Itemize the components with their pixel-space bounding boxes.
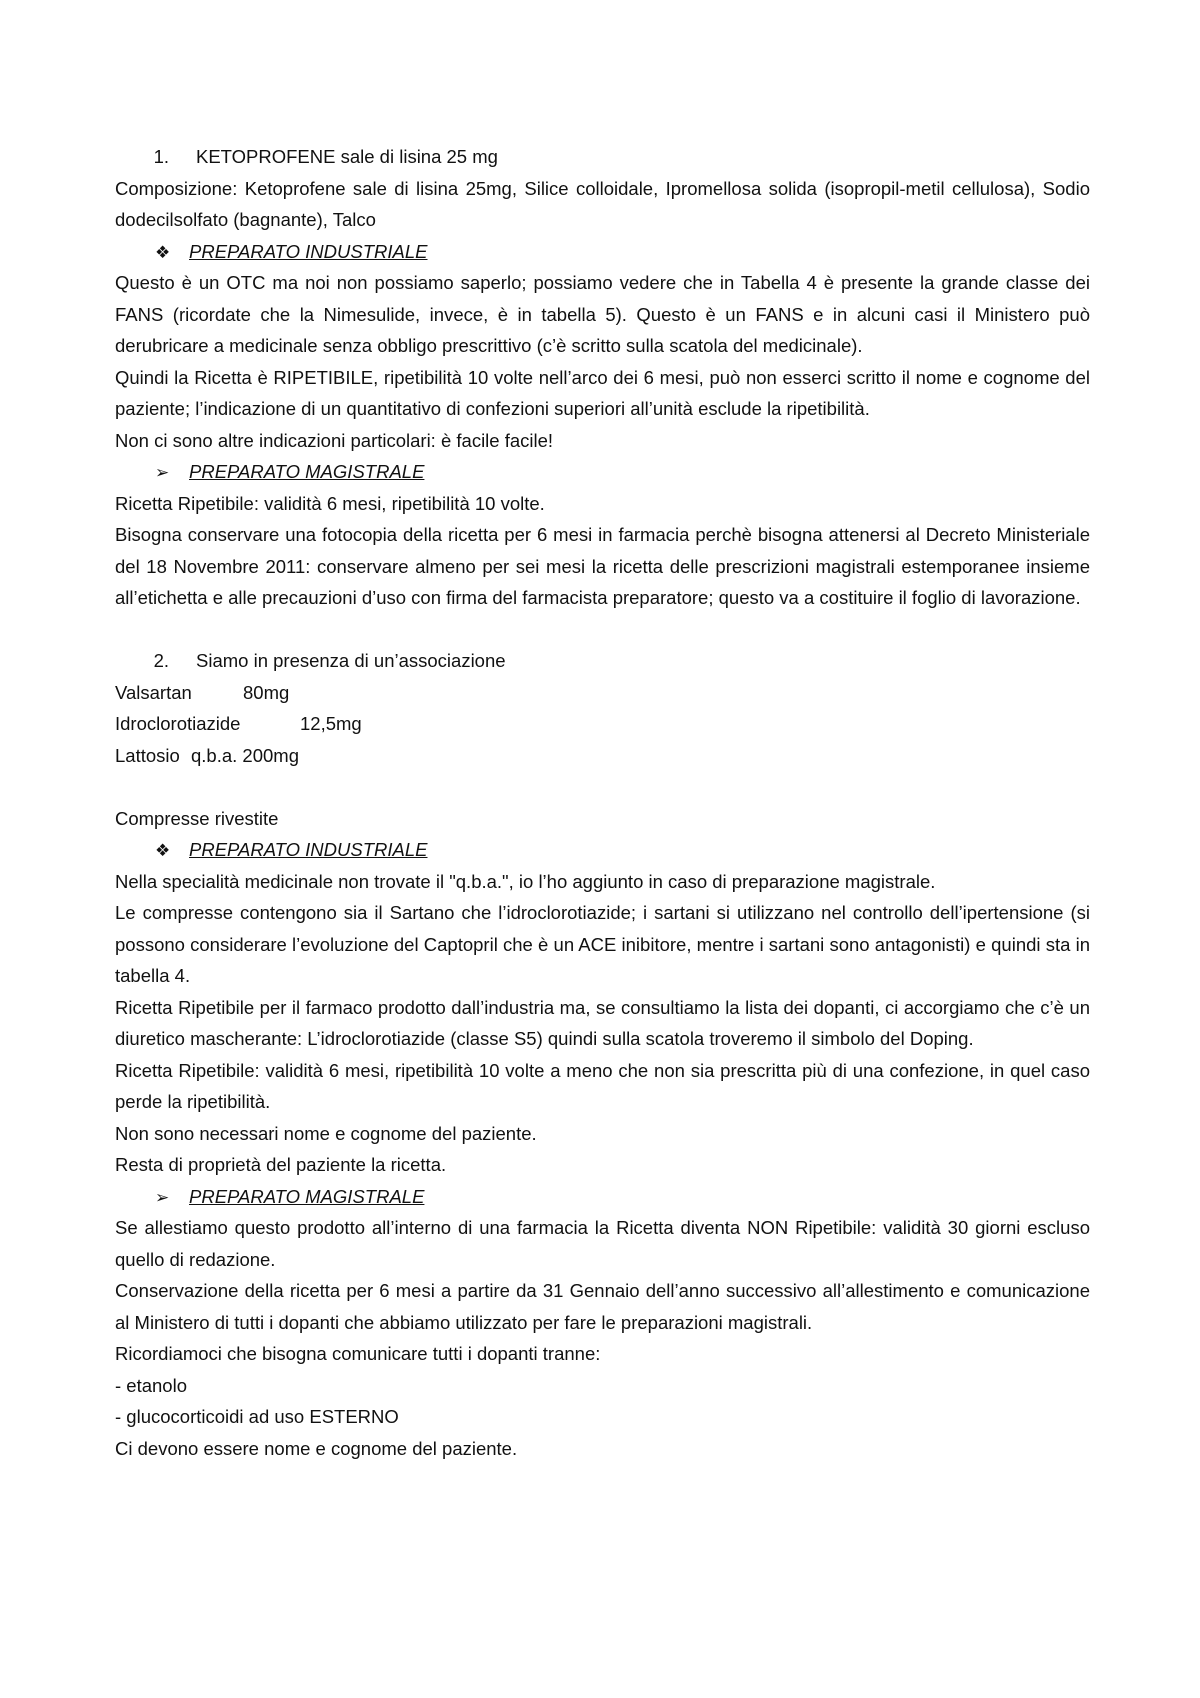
paragraph: Ricetta Ripetibile per il farmaco prodotto dall’industria ma, se consultiamo la lista dei dopanti, ci accorgiamo che c’è un diuretico mascherante: L’idroclorotiazide (classe S5) quindi sulla scatola troveremo il simbolo del Doping. [115, 996, 1090, 1049]
section-2-heading [115, 645, 1090, 677]
list-number: 1. [153, 146, 169, 167]
document-body [115, 141, 1090, 1464]
industrial-heading-text: PREPARATO INDUSTRIALE [189, 839, 428, 860]
list-item: - glucocorticoidi ad uso ESTERNO [115, 1406, 399, 1427]
ingredient-amount: 80mg [243, 681, 290, 703]
magistral-heading-text: PREPARATO MAGISTRALE [189, 1185, 425, 1207]
paragraph: Resta di proprietà del paziente la ricetta. [115, 1154, 447, 1175]
paragraph: Ricetta Ripetibile: validità 6 mesi, ripetibilità 10 volte a meno che non sia prescritta più di una confezione, in quel caso perde la ripetibilità. [115, 1059, 1090, 1112]
diamond-bullet-icon: ❖ [155, 841, 171, 860]
paragraph: Ricetta Ripetibile: validità 6 mesi, ripetibilità 10 volte. [115, 492, 545, 514]
paragraph: Non ci sono altre indicazioni particolari: è facile facile! [115, 429, 554, 451]
industrial-heading-2 [115, 834, 1090, 866]
paragraph: Ricordiamoci che bisogna comunicare tutti i dopanti tranne: [115, 1343, 601, 1364]
paragraph: Ci devono essere nome e cognome del paziente. [115, 1437, 518, 1459]
ingredient-row [115, 677, 1090, 709]
ingredient-name: Lattosio [115, 744, 180, 766]
paragraph: Se allestiamo questo prodotto all’interno di una farmacia la Ricetta diventa NON Ripetibile: validità 30 giorni escluso quello di redazione. [115, 1217, 1090, 1270]
paragraph: Quindi la Ricetta è RIPETIBILE, ripetibilità 10 volte nell’arco dei 6 mesi, può non esserci scritto il nome e cognome del paziente; l’indicazione di un quantitativo di confezioni superiori all’unità esclude la ripetibilità. [115, 366, 1090, 419]
paragraph: Bisogna conservare una fotocopia della ricetta per 6 mesi in farmacia perchè bisogna attenersi al Decreto Ministeriale del 18 Novembre 2011: conservare almeno per sei mesi la ricetta delle prescrizioni magistrali estemporanee insieme all’etichetta e alle precauzioni d’uso con firma del farmacista preparatore; questo va a costituire il foglio di lavorazione. [115, 524, 1090, 608]
ingredient-amount: 12,5mg [300, 713, 362, 734]
arrow-bullet-icon: ➢ [155, 1187, 170, 1207]
paragraph: Conservazione della ricetta per 6 mesi a partire da 31 Gennaio dell’anno successivo all’allestimento e comunicazione al Ministero di tutti i dopanti che abbiamo utilizzato per fare le preparazioni magistrali. [115, 1280, 1090, 1333]
section-1-title: KETOPROFENE sale di lisina 25 mg [196, 146, 498, 167]
section-1-heading [115, 141, 1090, 173]
list-item: - etanolo [115, 1374, 187, 1396]
magistral-heading-2 [115, 1181, 1090, 1213]
section-2-title: Siamo in presenza di un’associazione [196, 650, 506, 671]
paragraph: Nella specialità medicinale non trovate il "q.b.a.", io l’ho aggiunto in caso di preparazione magistrale. [115, 870, 936, 892]
magistral-heading-text: PREPARATO MAGISTRALE [189, 461, 425, 482]
magistral-heading-1 [115, 456, 1090, 488]
paragraph: Le compresse contengono sia il Sartano che l’idroclorotiazide; i sartani si utilizzano nel controllo dell’ipertensione (si possono considerare l’evoluzione del Captopril che è un ACE inibitore, mentre i sartani sono antagonisti) e quindi sta in tabella 4. [115, 902, 1090, 986]
ingredient-amount: q.b.a. 200mg [191, 744, 299, 766]
ingredient-row [115, 740, 1090, 772]
dosage-form: Compresse rivestite [115, 807, 279, 829]
list-number: 2. [153, 650, 169, 671]
ingredient-name: Valsartan [115, 681, 192, 703]
ingredient-row [115, 708, 1090, 740]
industrial-heading-1 [115, 236, 1090, 268]
composition-paragraph: Composizione: Ketoprofene sale di lisina 25mg, Silice colloidale, Ipromellosa solida (isopropil-metil cellulosa), Sodio dodecilsolfato (bagnante), Talco [115, 177, 1090, 230]
ingredient-name: Idroclorotiazide [115, 713, 241, 734]
industrial-heading-text: PREPARATO INDUSTRIALE [189, 240, 428, 262]
paragraph: Questo è un OTC ma noi non possiamo saperlo; possiamo vedere che in Tabella 4 è presente la grande classe dei FANS (ricordate che la Nimesulide, invece, è in tabella 5). Questo è un FANS e in alcuni casi il Ministero può derubricare a medicinale senza obbligo prescrittivo (c’è scritto sulla scatola del medicinale). [115, 272, 1090, 356]
arrow-bullet-icon: ➢ [155, 463, 170, 482]
diamond-bullet-icon: ❖ [155, 242, 171, 262]
paragraph: Non sono necessari nome e cognome del paziente. [115, 1122, 537, 1144]
